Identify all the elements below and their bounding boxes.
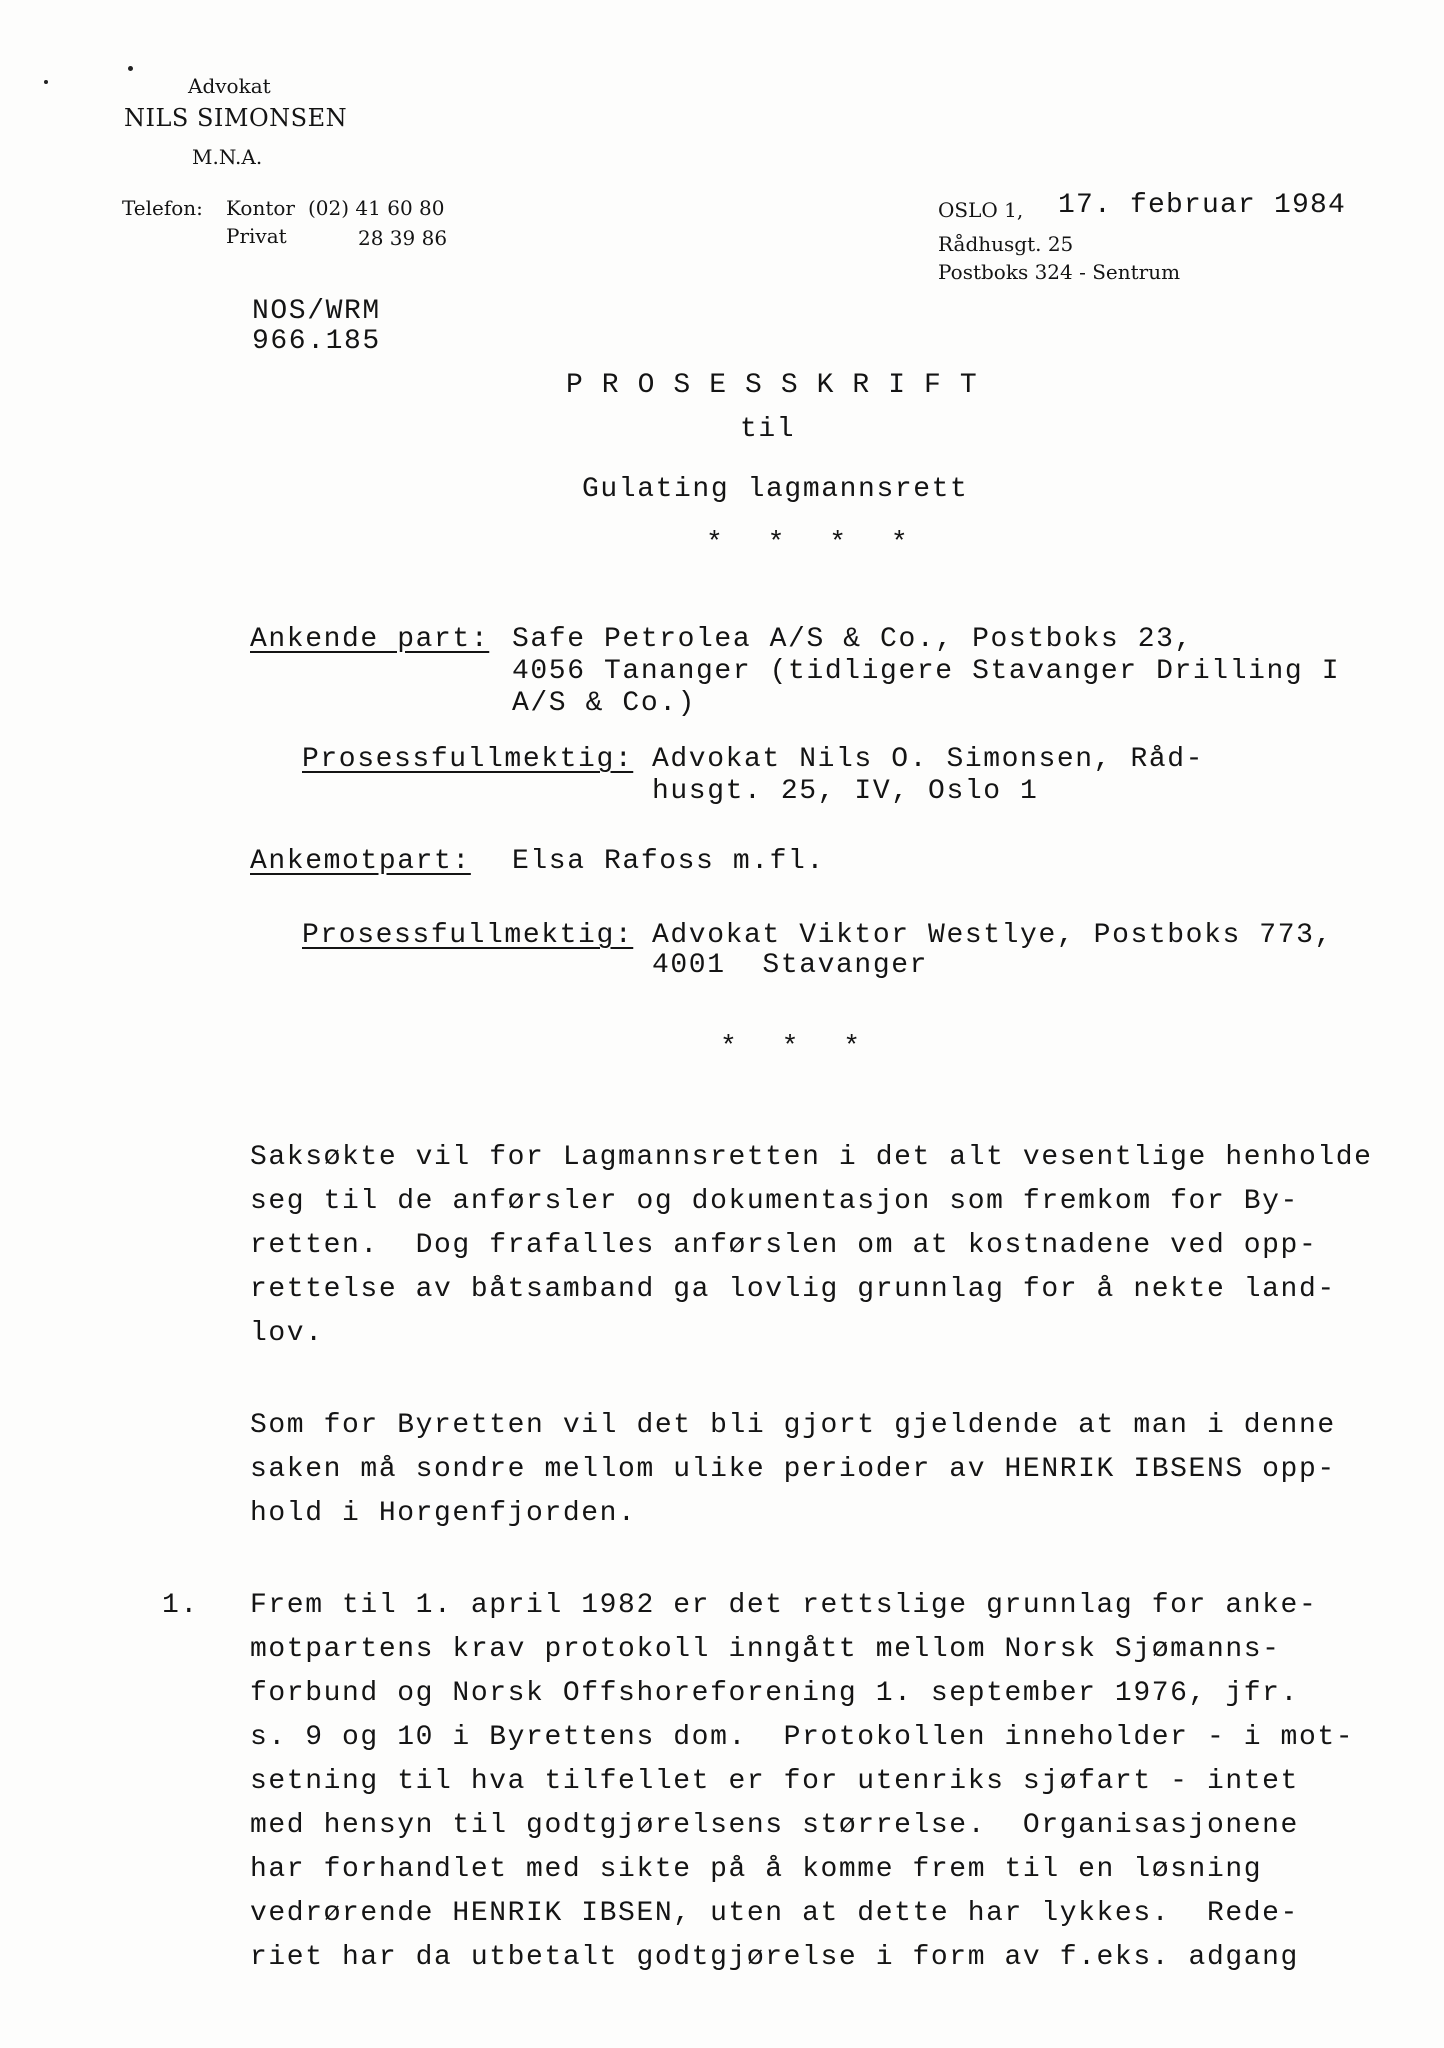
appellant-counsel-line: husgt. 25, IV, Oslo 1	[652, 776, 1039, 807]
item-number: 1.	[162, 1590, 199, 1621]
paragraph-line: Frem til 1. april 1982 er det rettslige grunnlag for anke-	[250, 1590, 1318, 1621]
respondent-counsel-line: 4001 Stavanger	[652, 950, 929, 981]
letterhead-city: OSLO 1,	[938, 198, 1024, 222]
margin-mark	[44, 80, 48, 84]
paragraph-line: Saksøkte vil for Lagmannsretten i det alt vesentlige henholde	[250, 1142, 1373, 1173]
paragraph-line: forbund og Norsk Offshoreforening 1. september 1976, jfr.	[250, 1678, 1299, 1709]
private-number: 28 39 86	[358, 226, 448, 250]
paragraph-line: motpartens krav protokoll inngått mellom Norsk Sjømanns-	[250, 1634, 1281, 1665]
letterhead-name: NILS SIMONSEN	[124, 104, 348, 132]
item-1-text	[250, 1584, 1355, 1980]
paragraph-line: seg til de anførsler og dokumentasjon som fremkom for By-	[250, 1186, 1299, 1217]
margin-mark	[128, 66, 133, 71]
court-name: Gulating lagmannsrett	[582, 474, 969, 505]
respondent-counsel-line: Advokat Viktor Westlye, Postboks 773,	[652, 920, 1333, 951]
paragraph-2	[250, 1404, 1336, 1536]
letterhead-street: Rådhusgt. 25	[938, 232, 1074, 256]
appellant-label: Ankende part:	[250, 624, 490, 655]
private-label: Privat	[226, 224, 287, 248]
paragraph-line: hold i Horgenfjorden.	[250, 1498, 637, 1529]
paragraph-line: rettelse av båtsamband ga lovlig grunnlag for å nekte land-	[250, 1274, 1336, 1305]
paragraph-line: riet har da utbetalt godtgjørelse i form av f.eks. adgang	[250, 1942, 1299, 1973]
paragraph-1	[250, 1136, 1373, 1356]
heading-separator: * * * *	[706, 528, 922, 559]
paragraph-line: vedrørende HENRIK IBSEN, uten at dette har lykkes. Rede-	[250, 1898, 1299, 1929]
letter-date: 17. februar 1984	[1058, 190, 1347, 221]
letterhead-pobox: Postboks 324 - Sentrum	[938, 260, 1181, 284]
paragraph-line: setning til hva tilfellet er for utenriks sjøfart - intet	[250, 1766, 1299, 1797]
respondent-name: Elsa Rafoss m.fl.	[512, 846, 825, 877]
document-title: PROSESSKRIFT	[566, 370, 996, 401]
paragraph-line: retten. Dog frafalles anførslen om at kostnadene ved opp-	[250, 1230, 1318, 1261]
appellant-line: 4056 Tananger (tidligere Stavanger Drilling I	[512, 656, 1341, 687]
appellant-line: A/S & Co.)	[512, 688, 697, 719]
paragraph-line: Som for Byretten vil det bli gjort gjeldende at man i denne	[250, 1410, 1336, 1441]
letterhead-credential: M.N.A.	[192, 145, 263, 169]
appellant-line: Safe Petrolea A/S & Co., Postboks 23,	[512, 624, 1193, 655]
paragraph-line: lov.	[250, 1318, 324, 1349]
paragraph-line: med hensyn til godtgjørelsens størrelse. Organisasjonene	[250, 1810, 1299, 1841]
letterhead-title: Advokat	[188, 74, 271, 98]
parties-separator: * * *	[720, 1032, 875, 1063]
heading-to: til	[740, 414, 796, 445]
reference-initials: NOS/WRM	[252, 296, 381, 327]
phone-label: Telefon:	[122, 196, 203, 220]
respondent-label: Ankemotpart:	[250, 846, 471, 877]
paragraph-line: saken må sondre mellom ulike perioder av HENRIK IBSENS opp-	[250, 1454, 1336, 1485]
reference-number: 966.185	[252, 326, 381, 357]
appellant-counsel-label: Prosessfullmektig:	[302, 744, 634, 775]
office-label: Kontor	[226, 196, 295, 220]
paragraph-line: har forhandlet med sikte på å komme frem til en løsning	[250, 1854, 1263, 1885]
respondent-counsel-label: Prosessfullmektig:	[302, 920, 634, 951]
appellant-counsel-line: Advokat Nils O. Simonsen, Råd-	[652, 744, 1205, 775]
office-number: (02) 41 60 80	[308, 196, 445, 220]
paragraph-line: s. 9 og 10 i Byrettens dom. Protokollen inneholder - i mot-	[250, 1722, 1355, 1753]
